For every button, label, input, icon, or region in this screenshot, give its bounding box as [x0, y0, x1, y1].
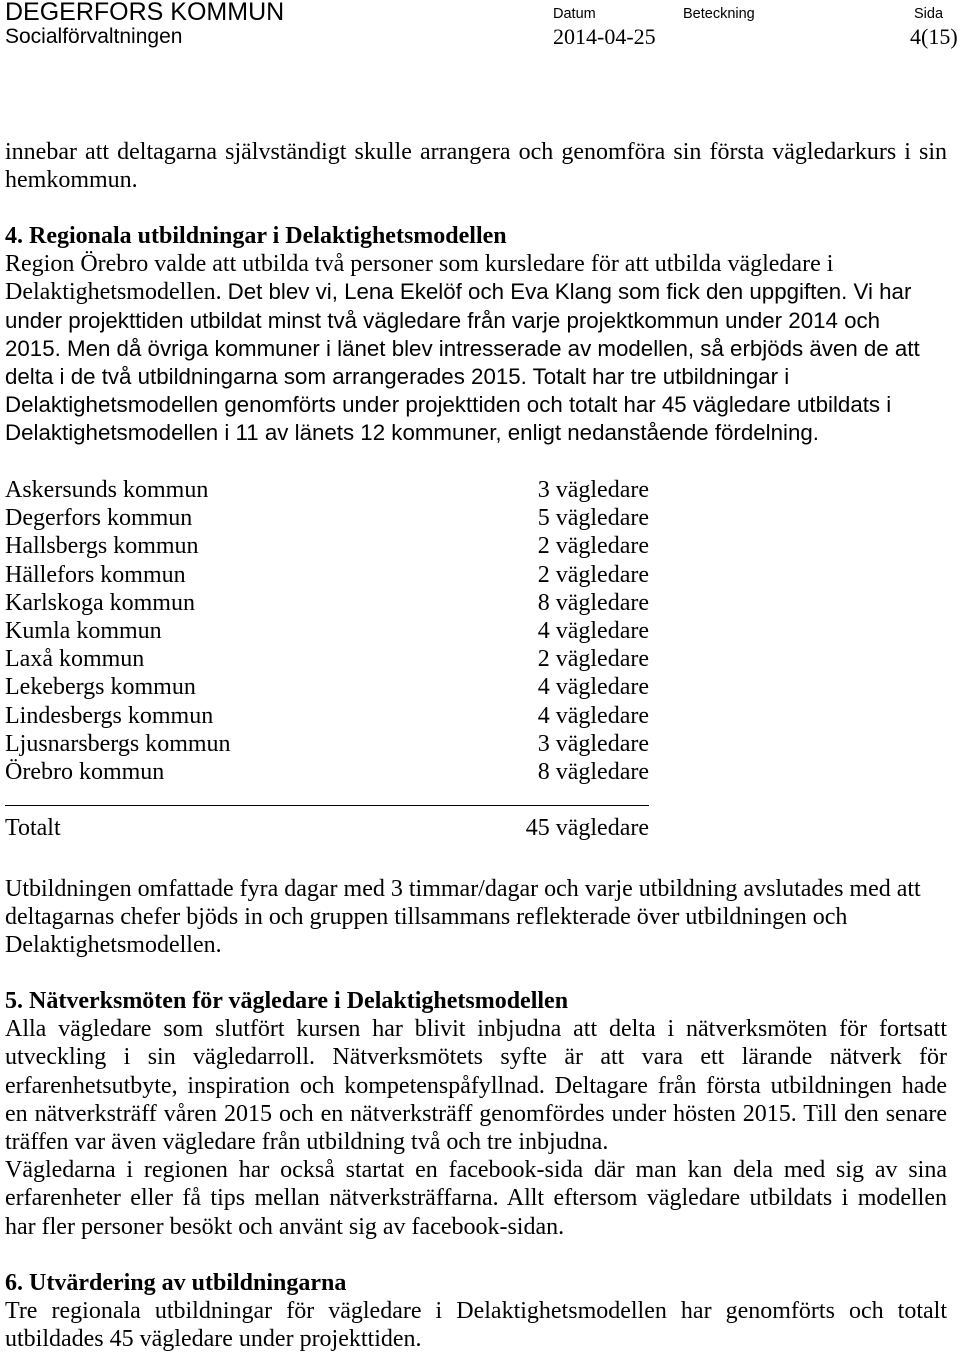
text-line: Tre regionala utbildningar för vägledare i Delaktighetsmodellen har genomförts och totalt: [5, 1298, 947, 1325]
page-number: 4(15): [910, 24, 958, 49]
text-line: träffen var även vägledare från utbildning två och tre inbjudna.: [5, 1128, 609, 1155]
text-line: en nätverksträff våren 2015 och en nätverksträff genomfördes under hösten 2015. Till den senare: [5, 1100, 947, 1127]
table-row: [5, 532, 649, 560]
section-heading: 6. Utvärdering av utbildningarna: [5, 1270, 347, 1296]
total-row: [5, 814, 649, 842]
training-summary-paragraph: [5, 875, 947, 960]
table-row: [5, 758, 649, 786]
table-row: [5, 730, 649, 758]
municipality-name: Örebro kommun: [5, 758, 165, 785]
text-line: under projekttiden utbildat minst två vägledare från varje projektkommun under 2014 och: [5, 307, 881, 333]
text-line: Delaktighetsmodellen i 11 av länets 12 kommuner, enligt nedanstående fördelning.: [5, 420, 819, 446]
text-line: hemkommun.: [5, 167, 138, 194]
municipality-name: Degerfors kommun: [5, 505, 193, 532]
table-row: [5, 561, 649, 589]
table-row: [5, 476, 649, 504]
guide-count: 8 vägledare: [537, 758, 649, 785]
guide-count: 4 vägledare: [537, 702, 649, 729]
text-line: Region Örebro valde att utbilda två personer som kursledare för att utbilda vägledare i: [5, 251, 834, 278]
municipality-name: Hällefors kommun: [5, 561, 186, 588]
text-line: Vägledarna i regionen har också startat en facebook-sida där man kan dela med sig av sina: [5, 1157, 947, 1184]
table-row: [5, 702, 649, 730]
guide-count: 5 vägledare: [537, 505, 649, 532]
table-row: [5, 589, 649, 617]
text-line: Alla vägledare som slutfört kursen har blivit inbjudna att delta i nätverksmöten för fortsatt: [5, 1016, 947, 1043]
text-line: erfarenhetsutbyte, inspiration och kompetenspåfyllnad. Deltagare från första utbildningen hade: [5, 1072, 947, 1099]
text-line: [5, 278, 947, 306]
guide-count: 8 vägledare: [537, 589, 649, 616]
table-row: [5, 645, 649, 673]
text-line: innebar att deltagarna självständigt skulle arrangera och genomföra sin första vägledarkurs i sin: [5, 139, 947, 165]
reference-label: Beteckning: [683, 6, 755, 22]
text-line: 2015. Men då övriga kommuner i länet blev intresserade av modellen, så erbjöds även de att: [5, 335, 920, 361]
guide-count: 2 vägledare: [537, 561, 649, 588]
municipality-name: Ljusnarsbergs kommun: [5, 730, 231, 757]
municipality-name: Lindesbergs kommun: [5, 702, 214, 729]
municipality-name: Hallsbergs kommun: [5, 533, 199, 560]
section-5: [5, 987, 947, 1241]
document-date: 2014-04-25: [553, 24, 656, 49]
section-4: [5, 222, 947, 448]
date-label: Datum: [553, 6, 596, 22]
distribution-table: [5, 476, 947, 786]
guide-count: 2 vägledare: [537, 533, 649, 560]
guide-count: 4 vägledare: [537, 617, 649, 644]
table-row: [5, 617, 649, 645]
total-count: 45 vägledare: [525, 815, 649, 841]
table-row: [5, 504, 649, 532]
page-label: Sida: [914, 6, 944, 22]
text-line: Delaktighetsmodellen genomförts under projekttiden och totalt har 45 vägledare utbildats i: [5, 392, 892, 418]
text-line: deltagarnas chefer bjöds in och gruppen tillsammans reflekterade över utbildningen och: [5, 904, 848, 931]
intro-paragraph: [5, 138, 947, 194]
text-line: erfarenheter eller få tips mellan nätverksträffarna. Allt eftersom vägledare utbildats i modellen: [5, 1185, 947, 1212]
text-line: delta i de två utbildningarna som arrangerades 2015. Totalt har tre utbildningar i: [5, 363, 790, 389]
total-separator-line: [5, 805, 649, 806]
municipality-name: Laxå kommun: [5, 646, 145, 673]
text-line: utbildades 45 vägledare under projekttiden.: [5, 1326, 422, 1353]
text-line: utveckling i sin vägledarroll. Nätverksmötets syfte är att vara ett lärande nätverk för: [5, 1044, 947, 1071]
text-line: Delaktighetsmodellen.: [5, 932, 222, 959]
text-run: Delaktighetsmodellen.: [5, 279, 222, 306]
total-label: Totalt: [5, 815, 61, 841]
text-line: har fler personer besökt och använt sig av facebook-sidan.: [5, 1213, 565, 1240]
guide-count: 3 vägledare: [537, 477, 649, 503]
municipality-name: Askersunds kommun: [5, 477, 209, 503]
municipality-name: Kumla kommun: [5, 617, 162, 644]
guide-count: 3 vägledare: [537, 730, 649, 757]
distribution-total: [5, 814, 947, 842]
department-name: Socialförvaltningen: [5, 25, 183, 48]
table-row: [5, 673, 649, 701]
municipality-name: Lekebergs kommun: [5, 674, 196, 701]
section-heading: 4. Regionala utbildningar i Delaktighetsmodellen: [5, 223, 507, 249]
guide-count: 2 vägledare: [537, 646, 649, 673]
organization-name: DEGERFORS KOMMUN: [5, 0, 285, 26]
text-run: Det blev vi, Lena Ekelöf och Eva Klang som fick den uppgiften. Vi har: [227, 279, 912, 305]
guide-count: 4 vägledare: [537, 674, 649, 701]
section-6: [5, 1269, 947, 1354]
municipality-name: Karlskoga kommun: [5, 589, 195, 616]
text-line: Utbildningen omfattade fyra dagar med 3 timmar/dagar och varje utbildning avslutades med att: [5, 876, 921, 902]
section-heading: 5. Nätverksmöten för vägledare i Delaktighetsmodellen: [5, 988, 569, 1014]
